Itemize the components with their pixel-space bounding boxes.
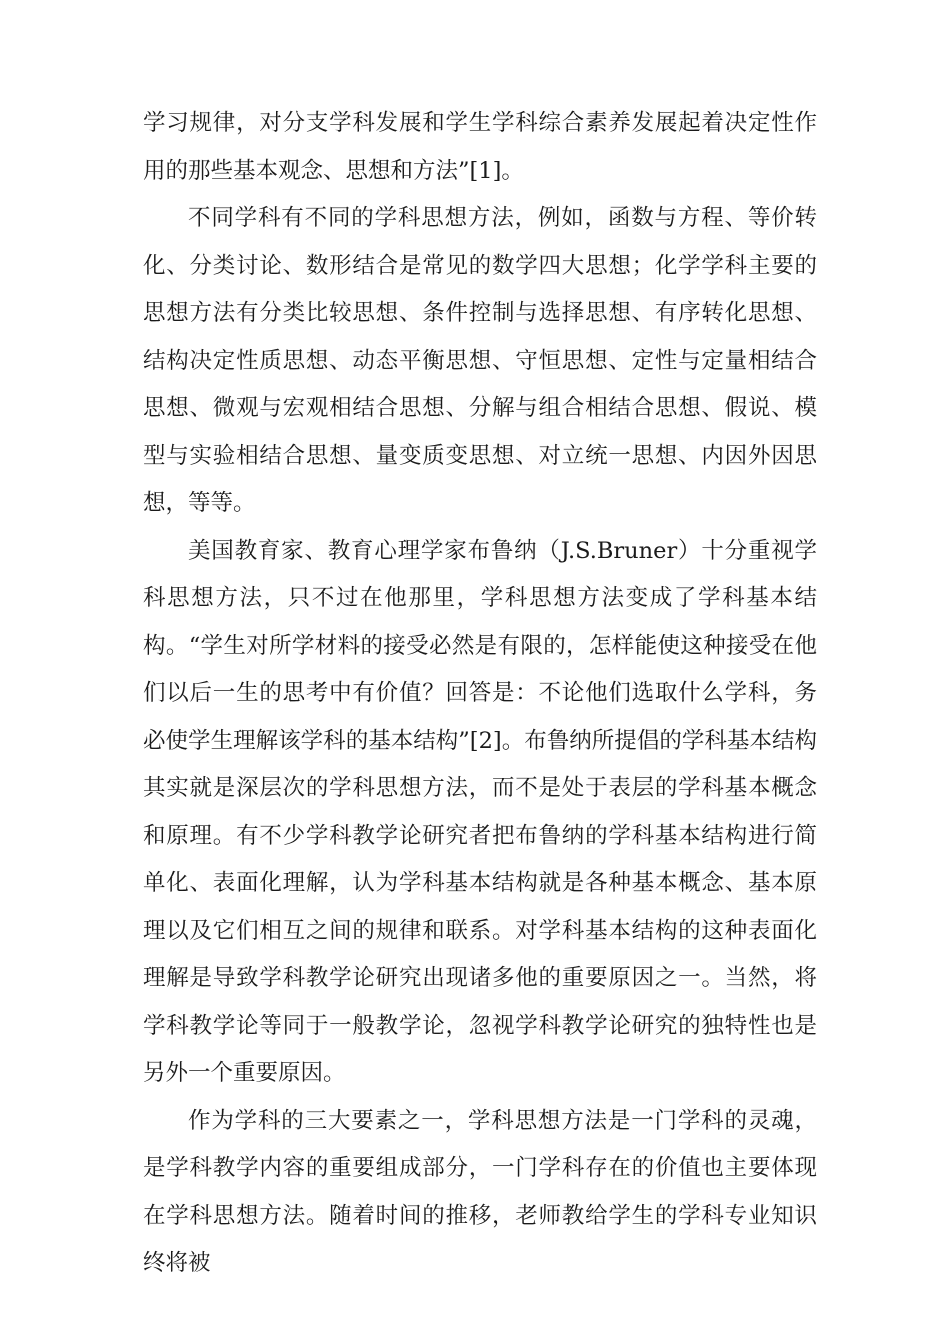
paragraph-three-elements: 作为学科的三大要素之一，学科思想方法是一门学科的灵魂，是学科教学内容的重要组成部分，一门学科存在的价值也主要体现在学科思想方法。随着时间的推移，老师教给学生的学科专业知识终将被	[143, 1107, 817, 1276]
paragraph-bruner: 美国教育家、教育心理学家布鲁纳（J.S.Bruner）十分重视学科思想方法，只不过在他那里，学科思想方法变成了学科基本结构。“学生对所学材料的接受必然是有限的，怎样能使这种接受在他们以后一生的思考中有价值？回答是：不论他们选取什么学科，务必使学生理解该学科的基本结构”[2]。布鲁纳所提倡的学科基本结构其实就是深层次的学科思想方法，而不是处于表层的学科基本概念和原理。有不少学科教学论研究者把布鲁纳的学科基本结构进行简单化、表面化理解，认为学科基本结构就是各种基本概念、基本原理以及它们相互之间的规律和联系。对学科基本结构的这种表面化理解是导致学科教学论研究出现诸多他的重要原因之一。当然，将学科教学论等同于一般教学论，忽视学科教学论研究的独特性也是另外一个重要原因。	[143, 537, 817, 1086]
paragraph-continued: 学习规律，对分支学科发展和学生学科综合素养发展起着决定性作用的那些基本观念、思想和方法”[1]。	[143, 110, 817, 184]
body-text	[143, 100, 817, 1288]
paragraph-subject-methods: 不同学科有不同的学科思想方法，例如，函数与方程、等价转化、分类讨论、数形结合是常见的数学四大思想；化学学科主要的思想方法有分类比较思想、条件控制与选择思想、有序转化思想、结构决定性质思想、动态平衡思想、守恒思想、定性与定量相结合思想、微观与宏观相结合思想、分解与组合相结合思想、假说、模型与实验相结合思想、量变质变思想、对立统一思想、内因外因思想，等等。	[143, 205, 817, 516]
